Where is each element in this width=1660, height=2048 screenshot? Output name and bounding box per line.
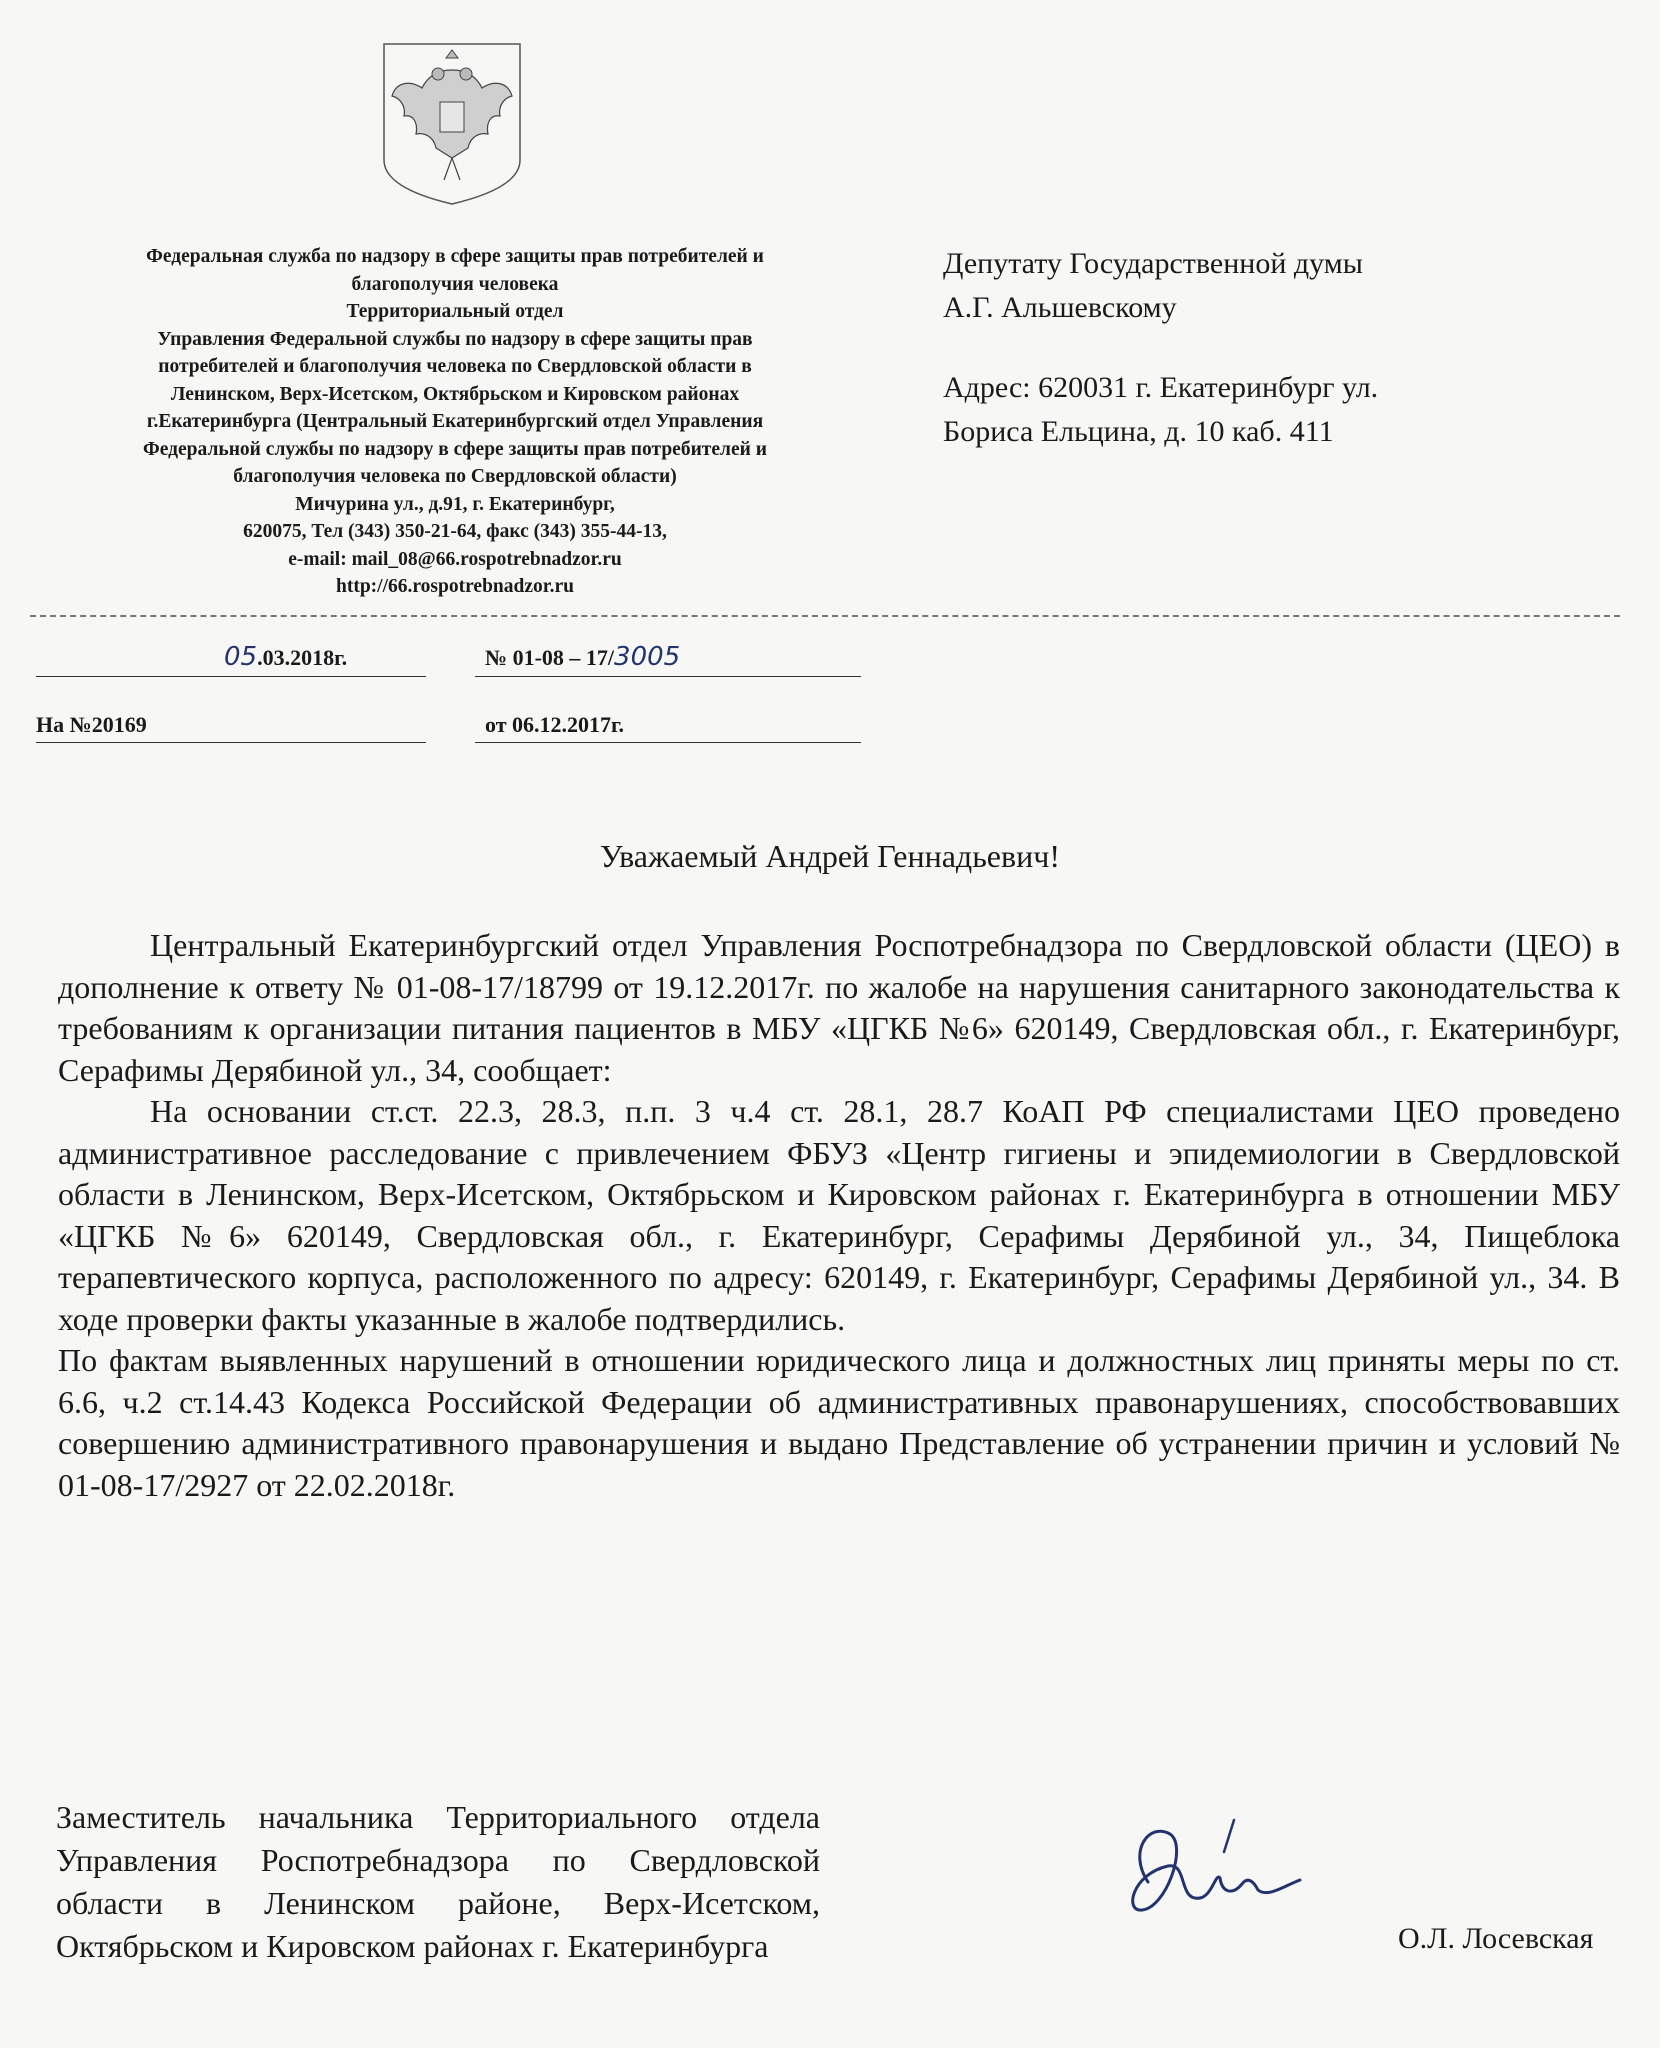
body-paragraph: Центральный Екатеринбургский отдел Управления Роспотребнадзора по Свердловской области (ЦЕО) в дополнение к ответу № 01-08-17/18799 от 19.12.2017г. по жалобе на нарушения санитарного законодательства к требованиям к организации питания пациентов в МБУ «ЦГКБ №6» 620149, Свердловская обл., г. Екатеринбург, Серафимы Дерябиной ул., 34, сообщает: xyxy=(58,927,1620,1088)
sender-line: 620075, Тел (343) 350-21-64, факс (343) 355-44-13, xyxy=(243,521,667,542)
sender-website: http://66.rospotrebnadzor.ru xyxy=(336,576,574,597)
addressee-title: Депутату Государственной думы xyxy=(943,247,1363,280)
handwritten-date: 05 xyxy=(224,642,258,672)
sender-email: e-mail: mail_08@66.rospotrebnadzor.ru xyxy=(288,548,622,570)
addressee-address: Бориса Ельцина, д. 10 каб. 411 xyxy=(943,415,1334,448)
signer-name: О.Л. Лосевская xyxy=(1398,1922,1594,1955)
sender-block xyxy=(40,243,870,601)
sender-line: Территориальный отдел xyxy=(346,301,564,322)
ref-date-underline xyxy=(475,742,861,743)
sender-line: Ленинском, Верх-Исетском, Октябрьском и Кировском районах xyxy=(170,383,740,405)
incoming-ref: На №20169 xyxy=(36,712,147,737)
sender-line: Федеральная служба по надзору в сфере защиты прав потребителей и xyxy=(146,246,764,267)
handwritten-signature-icon xyxy=(1108,1812,1308,1932)
sender-line: г.Екатеринбурга (Центральный Екатеринбургский отдел Управления xyxy=(146,411,764,432)
printed-number: № 01-08 – 17/ xyxy=(485,645,615,670)
ref-underline xyxy=(36,742,426,743)
letter-body xyxy=(58,925,1620,1506)
salutation: Уважаемый Андрей Геннадьевич! xyxy=(600,838,1060,874)
body-paragraph: На основании ст.ст. 22.3, 28.3, п.п. 3 ч.4 ст. 28.1, 28.7 КоАП РФ специалистами ЦЕО проведено административное расследование с привлечением ФБУЗ «Центр гигиены и эпидемиологии в Свердловской области в Ленинском, Верх-Исетском, Октябрьском и Кировском районах г. Екатеринбурга в отношении МБУ «ЦГКБ №6» 620149, Свердловская обл., г. Екатеринбург, Серафимы Дерябиной ул., 34, Пищеблока терапевтического корпуса, расположенного по адресу: 620149, г. Екатеринбург, Серафимы Дерябиной ул., 34. В ходе проверки факты указанные в жалобе подтвердились. xyxy=(58,1093,1620,1337)
sender-line: благополучия человека по Свердловской области) xyxy=(233,466,677,487)
separator-line xyxy=(30,615,1620,617)
sender-line: Мичурина ул., д.91, г. Екатеринбург, xyxy=(295,493,615,515)
signer-position: Заместитель начальника Территориального отдела Управления Роспотребнадзора по Свердловской области в Ленинском районе, Верх-Исетском, Октябрьском и Кировском районах г. Екатеринбурга xyxy=(56,1799,820,1964)
printed-date: .03.2018г. xyxy=(257,645,348,670)
sender-line: потребителей и благополучия человека по Свердловской области в xyxy=(158,356,752,377)
incoming-ref-date: от 06.12.2017г. xyxy=(485,712,625,737)
addressee-block xyxy=(943,242,1623,454)
addressee-name: А.Г. Альшевскому xyxy=(943,291,1177,324)
sender-line: Управления Федеральной службы по надзору в сфере защиты прав xyxy=(157,328,753,350)
outgoing-number xyxy=(485,642,680,672)
date-underline xyxy=(36,676,426,677)
number-underline xyxy=(475,676,861,677)
sender-line: Федеральной службы по надзору в сфере защиты прав потребителей и xyxy=(143,438,767,460)
sender-line: благополучия человека xyxy=(351,273,559,295)
body-paragraph: По фактам выявленных нарушений в отношении юридического лица и должностных лиц приняты меры по ст. 6.6, ч.2 ст.14.43 Кодекса Российской Федерации об административных правонарушениях, способствовавших совершению административного правонарушения и выдано Представление об устранении причин и условий № 01-08-17/2927 от 22.02.2018г. xyxy=(58,1342,1620,1503)
outgoing-date xyxy=(224,642,347,672)
addressee-address: Адрес: 620031 г. Екатеринбург ул. xyxy=(943,371,1379,404)
handwritten-number: 3005 xyxy=(614,642,681,672)
russian-coat-of-arms-icon xyxy=(378,40,526,208)
